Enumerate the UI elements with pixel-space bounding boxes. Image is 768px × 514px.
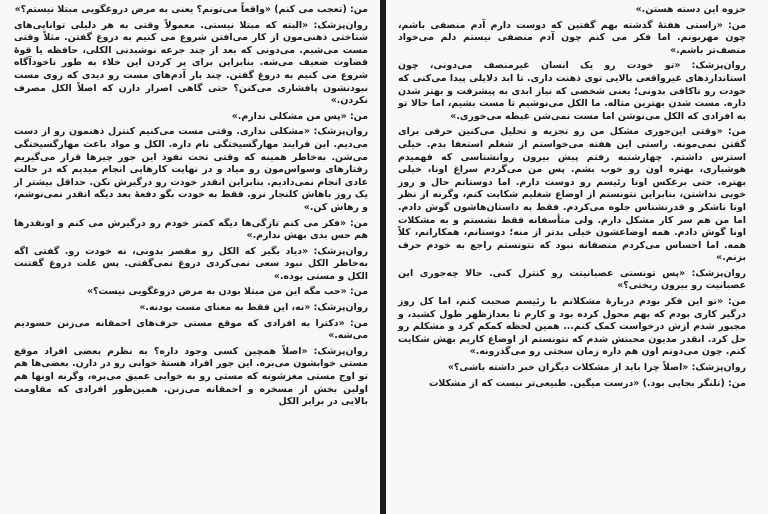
dialogue-line: من: «پس من مشکلی ندارم.»	[231, 110, 368, 122]
dialogue-line: روان‌پزشک: «مشکلی نداری. وقتی مست می‌کنیم کنترل ذهنمون رو از دست می‌دیم. این فرایند مهارگسیختگی نام داره. الکل و مواد باعث مهارگسیختگی می‌شن. به‌خاطر همینه که وقتی تحت نفوذ این جور چیزها قرار می‌گیریم رفتارهای وسواس‌مون رو میاد و در نهایت کارهایی انجام میدیم که در حالت عادی انجام نمی‌دادیم. بنابراین انقدر خودت رو درگیرش نکن. حداقل بیشتر از یک روز باهاش کلنجار نرو. فقط به خودت بگو دفعۀ بعد دیگه انقدر نمی‌نوشم، و رهاش کن.»	[14, 126, 368, 213]
dialogue-line: من: «فکر می کنم تازگی‌ها دیگه کمتر خودم رو درگیرش می کنم و اونقدرها هم حس بدی بهش ندارم.»	[14, 217, 368, 242]
dialogue-line: روان‌پزشک: «تو خودت رو یک انسان غیرمنصف می‌دونی، چون استانداردهای غیرواقعی بالایی توی ذهنت داری. تا ابد دلایلی پیدا می‌کنی که خودت رو ناکافی بدونی؛ یعنی شخصی که نیاز ابدی به پیشرفت و بهتر شدن داره. مست شدن بهترین مثاله. ما الکل می‌نوشیم تا مست بشیم، اما حالا تو به افرادی که الکل می‌نوشن اما مست نمی‌شن غبطه می‌خوری.»	[398, 60, 746, 122]
dialogue-line: من: (تلنگر بجایی بود.) «درست میگین. طبیعی‌تر نیست که از مشکلات	[428, 377, 746, 389]
dialogue-line: من: «تو این فکر بودم دربارۀ مشکلاتم با رئیسم صحبت کنم، اما کل روز درگیر کاری بودم که بهم محول کرده بود و کارم تا بعدازظهر طول کشید، و مجبور شدم ازش درخواست کمک کنم... همین لحظه کمکم کرد و مشکلم رو حل کرد. انقدر مدیون محبتش شدم که نتونستم از اوضاع کاریم بهش شکایت کنم. چون می‌دونم اون هم داره زمان سختی رو می‌گذرونه.»	[398, 296, 746, 358]
dialogue-line: روان‌پزشک: «اصلاً چرا باید از مشکلات دیگران خبر داشته باشی؟»	[447, 362, 746, 374]
dialogue-line: من: «حب مگه این من مبتلا بودن به مرض دروغگویی نیست؟»	[86, 286, 368, 298]
dialogue-line: روان‌پزشک: «نه، این فقط به معنای مست بودنه.»	[139, 302, 368, 314]
dialogue-line: من: «وقتی این‌جوری مشکل من رو تجزیه و تحلیل می‌کنین حرفی برای گفتن نمی‌مونه. راستی این هفته می‌خواستم از شغلم استعفا بدم. خیلی استرس داشتم. چهارشنبه رفتم پیش بیرون روانشناسی که فهمیدم هوشیاری، بهتره اون رو خوب بشم. پس من می‌گردم سراغ اونا، خیلی بهتره. حتی برعکس اونا رئیسم رو دوست دارم. اما دوستانم حال و روز خوبی نداشتن، بنابراین نتونستم از اوضاع شغلیم شکایت کنم، وگرنه از نظر اونا ناشکر و قدرنشناس جلوه می‌کردم. فقط به داستان‌هاشون گوش دادم. اما من هم سر کار مشکل دارم. ولی متأسفانه فقط نشستم و به مشکلات اونا گوش دادم. همه اوضاعشون خیلی بدتر از منه؛ دوستانم، همکارانم، کلاً همه. اما احساس می‌کردم منصفانه نبود که نتونستم راجع به خودم حرف بزنم.»	[398, 126, 746, 264]
dialogue-line: من: «راستی هفتۀ گذشته بهم گفتین که دوست دارم آدم منصفی باشم، چون مهربونم. اما فکر می کنم چون آدم منصفی نیستم دلم می‌خواد منصف‌تر باشم.»	[398, 19, 746, 56]
right-page	[386, 0, 768, 514]
dialogue-line: روان‌پزشک: «پس تونستی عصبانیتت رو کنترل کنی. حالا چه‌جوری این عصبانیت رو بیرون ریختی؟»	[398, 267, 746, 292]
dialogue-line: من: (تعجب می کنم) «واقعاً می‌تونم؟ یعنی به مرض دروغگویی مبتلا نیستم؟»	[14, 4, 368, 15]
dialogue-line: روان‌پزشک: «البته که مبتلا نیستی. معمولاً وقتی به هر دلیلی توانایی‌های شناختی ذهنی‌مون از کار می‌افتن شروع می کنیم به دروغ گفتن. مثلاً وقتی مست می‌شیم. می‌دونی که بعد از چند جرعه نوشیدنی الکلی، حافظه یا قوۀ قضاوت ضعیف می‌شه. بنابراین برای پر کردن این خلاء به طور ناخودآگاه شروع می کنیم به دروغ گفتن. چند بار آدم‌های مست رو دیدی که روی مست نبودنشون پافشاری می‌کنن؟ حتی گاهی اصرار دارن که اصلاً الکل مصرف نکردن.»	[14, 19, 368, 107]
dialogue-line: من: «دکترا به افرادی که موقع مستی حرف‌های احمقانه می‌زنن حسودیم می‌شه.»	[14, 317, 368, 342]
dialogue-line: روان‌پزشک: «دیاد بگیر که الکل رو مقصر بدونی، نه خودت رو. گفتی اگه به‌خاطر الکل نبود سعی نمی‌کردی دروغ نمی‌گفتی. پس علت دروغ گفتنت الکل و مستی بوده.»	[14, 245, 368, 282]
left-page	[0, 0, 380, 514]
dialogue-line: جزوه این دسته هستن.»	[635, 4, 746, 15]
dialogue-line: روان‌پزشک: «اصلاً همچین کسی وجود داره؟ به نظرم بعضی افراد موقع مستی خوابشون می‌بره. این جور افراد هستۀ خوابی رو در دارن. بعضی‌ها هم تو اوج مستی مغزشونه که مستی رو به خوابی عمیق می‌بره، وگرنه اونها هم اولین بخش از مسخره و احمقانه می‌زنن. همین‌طور افرادی که مقاومت بالایی در برابر الکل	[14, 345, 368, 408]
